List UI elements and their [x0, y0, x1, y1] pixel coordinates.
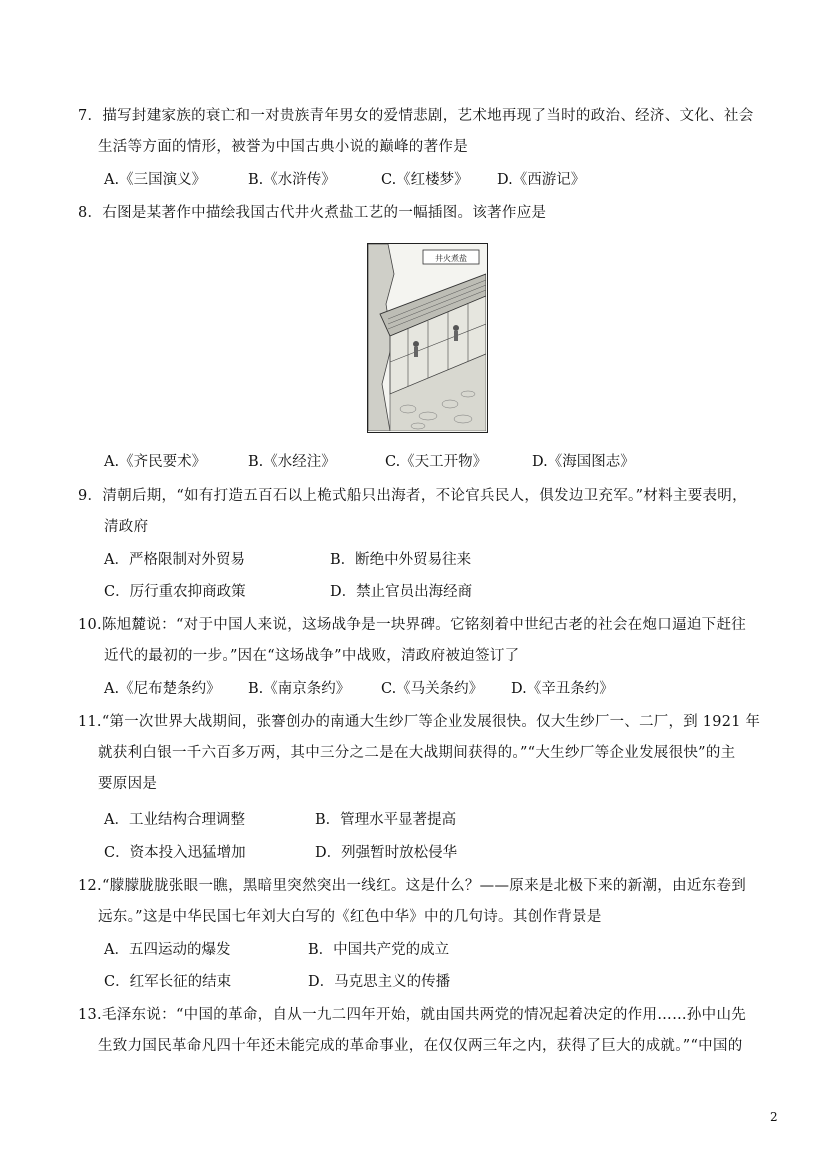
q11-option-a: A．工业结构合理调整: [104, 812, 245, 828]
q13-stem-line1: 13.毛泽东说：“中国的革命，自从一九二四年开始，就由国共两党的情况起着决定的作用……孙中山先: [78, 1007, 747, 1023]
q11-stem-line3: 要原因是: [98, 776, 158, 792]
q8-option-d: D.《海国图志》: [532, 454, 635, 470]
q7-option-a: A.《三国演义》: [104, 172, 207, 188]
q9-option-a: A．严格限制对外贸易: [104, 552, 245, 568]
q13-stem-line2: 生致力国民革命凡四十年还未能完成的革命事业，在仅仅两三年之内，获得了巨大的成就。”“中国的: [98, 1038, 743, 1054]
q12-option-c: C．红军长征的结束: [104, 974, 232, 990]
q10-stem-line1: 10.陈旭麓说：“对于中国人来说，这场战争是一块界碑。它铭刻着中世纪古老的社会在炮口逼迫下赶往: [78, 617, 747, 633]
q9-stem-line1: 9．清朝后期，“如有打造五百石以上桅式船只出海者，不论官兵民人，俱发边卫充军。”材料主要表明，: [78, 488, 747, 504]
q11-stem-line1: 11.“第一次世界大战期间，张謇创办的南通大生纱厂等企业发展很快。仅大生纱厂一、二厂，到 1921 年: [78, 714, 761, 730]
q12-option-b: B．中国共产党的成立: [308, 942, 450, 958]
q10-option-a: A.《尼布楚条约》: [104, 681, 221, 697]
q11-option-c: C．资本投入迅猛增加: [104, 845, 246, 861]
q8-option-c: C.《天工开物》: [385, 454, 488, 470]
q8-stem-line1: 8．右图是某著作中描绘我国古代井火煮盐工艺的一幅插图。该著作应是: [78, 205, 547, 221]
q9-stem-line2: 清政府: [104, 519, 149, 535]
q7-stem-line1: 7．描写封建家族的衰亡和一对贵族青年男女的爱情悲剧，艺术地再现了当时的政治、经济、文化、社会: [78, 108, 754, 124]
q12-option-d: D．马克思主义的传播: [308, 974, 451, 990]
salt-boiling-illustration: [367, 243, 488, 433]
q7-option-c: C.《红楼梦》: [381, 172, 469, 188]
page-number: 2: [770, 1110, 778, 1124]
q9-option-d: D．禁止官员出海经商: [330, 584, 473, 600]
q8-option-a: A.《齐民要术》: [104, 454, 207, 470]
illustration-drawing: [368, 244, 486, 431]
q12-stem-line1: 12.“朦朦胧胧张眼一瞧，黑暗里突然突出一线红。这是什么？——原来是北极下来的新潮，由近东卷到: [78, 878, 747, 894]
q11-option-d: D．列强暂时放松侵华: [315, 845, 458, 861]
q12-option-a: A．五四运动的爆发: [104, 942, 231, 958]
q12-stem-line2: 远东。”这是中华民国七年刘大白写的《红色中华》中的几句诗。其创作背景是: [98, 909, 602, 925]
q11-option-b: B．管理水平显著提高: [315, 812, 457, 828]
figure-caption: 井火煮盐: [435, 254, 467, 263]
q10-option-d: D.《辛丑条约》: [511, 681, 614, 697]
q9-option-b: B．断绝中外贸易往来: [330, 552, 472, 568]
q11-stem-line2: 就获利白银一千六百多万两，其中三分之二是在大战期间获得的。”“大生纱厂等企业发展很快”的主: [98, 745, 736, 761]
q9-option-c: C．厉行重农抑商政策: [104, 584, 246, 600]
q10-option-c: C.《马关条约》: [381, 681, 484, 697]
q10-option-b: B.《南京条约》: [248, 681, 351, 697]
q10-stem-line2: 近代的最初的一步。”因在“这场战争”中战败，清政府被迫签订了: [104, 648, 520, 664]
q7-stem-line2: 生活等方面的情形，被誉为中国古典小说的巅峰的著作是: [98, 139, 468, 155]
q7-option-d: D.《西游记》: [497, 172, 586, 188]
q8-option-b: B.《水经注》: [248, 454, 336, 470]
q7-option-b: B.《水浒传》: [248, 172, 336, 188]
